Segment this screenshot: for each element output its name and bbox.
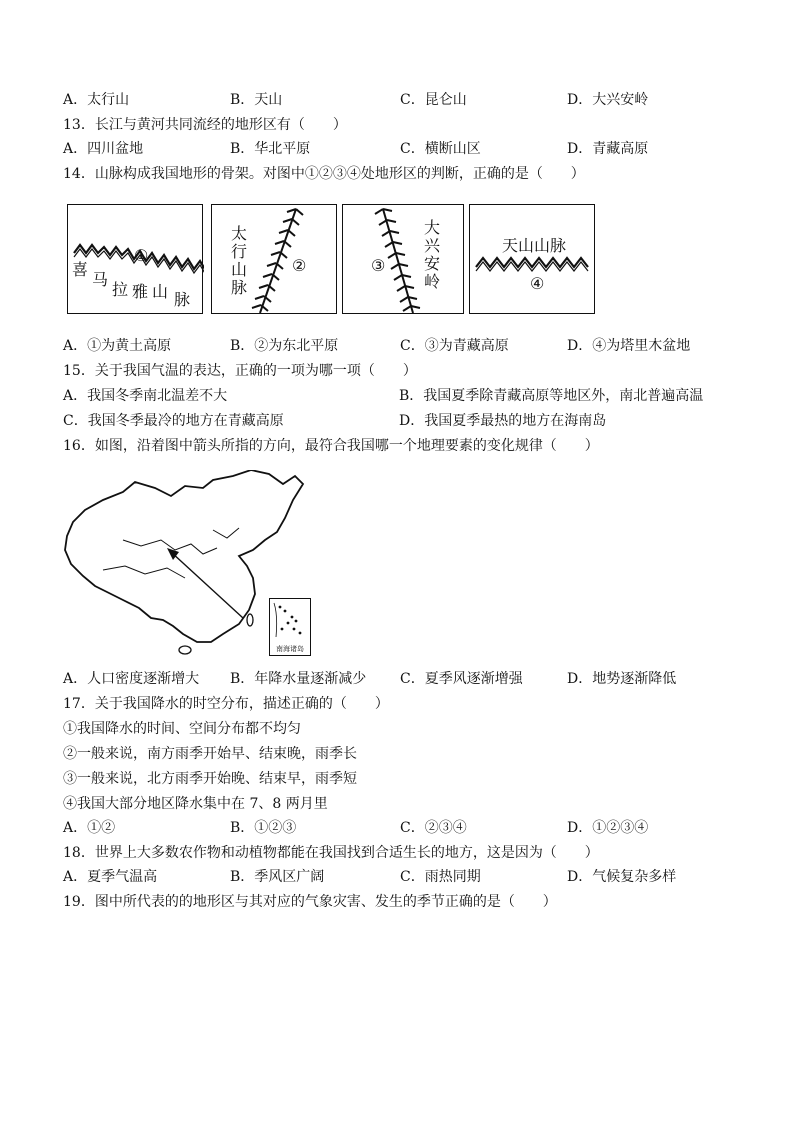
q14-option-d: D．④为塔里木盆地 [567,338,691,354]
q14-option-a: A．①为黄土高原 [63,338,172,354]
q14-marker-3: ③ [371,256,386,275]
q18-option-b: B．季风区广阔 [230,869,325,885]
china-outline-map [63,470,323,660]
q12-option-a: A．太行山 [63,92,130,108]
q17-statement-3: ③一般来说，北方雨季开始晚、结束早，雨季短 [63,771,357,787]
q14-option-b: B．②为东北平原 [230,338,339,354]
q15-option-b: B．我国夏季除青藏高原等地区外，南北普遍高温 [399,388,704,404]
q14-panel2-label [230,225,248,297]
q14-option-c: C．③为青藏高原 [400,338,509,354]
q19-stem: 19．图中所代表的的地形区与其对应的气象灾害、发生的季节正确的是（ ） [63,894,557,910]
q16-option-d: D．地势逐渐降低 [567,671,677,687]
q14-panel1-char-3: 拉 [112,280,129,299]
q17-option-d: D．①②③④ [567,820,649,836]
q14-marker-4: ④ [530,274,545,293]
q18-option-d: D．气候复杂多样 [567,869,677,885]
q17-option-c: C．②③④ [400,820,467,836]
q14-panel1-char-1: 喜 [72,260,89,279]
q13-stem: 13．长江与黄河共同流经的地形区有（ ） [63,117,347,133]
q14-panel3-char-1: 大 [423,218,440,237]
q15-option-d: D．我国夏季最热的地方在海南岛 [399,413,607,429]
q14-panel3-char-2: 兴 [423,236,440,255]
q14-panel3-char-4: 岭 [423,272,440,291]
q16-option-a: A．人口密度逐渐增大 [63,671,200,687]
q13-option-a: A．四川盆地 [63,141,144,157]
q17-statement-1: ①我国降水的时间、空间分布都不均匀 [63,721,301,737]
q18-stem: 18．世界上大多数农作物和动植物都能在我国找到合适生长的地方，这是因为（ ） [63,845,599,861]
q13-option-c: C．横断山区 [400,141,481,157]
q14-marker-1: ① [134,246,149,265]
q14-panel2-char-4: 脉 [230,278,247,297]
q14-panel1-char-6: 脉 [174,290,191,309]
q14-panel4-label: 天山山脉 [502,236,567,255]
q16-option-b: B．年降水量逐渐减少 [230,671,367,687]
q14-panel-taihang [211,204,337,314]
islands-icon [270,599,310,641]
q14-panel1-char-4: 雅 [132,282,149,301]
q13-option-b: B．华北平原 [230,141,311,157]
q16-option-c: C．夏季风逐渐增强 [400,671,523,687]
q14-marker-2: ② [292,256,307,275]
q15-stem: 15．关于我国气温的表达，正确的一项为哪一项（ ） [63,363,417,379]
q14-panel2-char-2: 行 [230,242,247,261]
q14-panel2-char-3: 山 [230,260,247,279]
q14-panel1-char-2: 马 [92,270,109,289]
q17-stem: 17．关于我国降水的时空分布，描述正确的（ ） [63,696,389,712]
q14-panel3-char-3: 安 [423,254,440,273]
q17-option-b: B．①②③ [230,820,297,836]
q15-option-a: A．我国冬季南北温差不大 [63,388,228,404]
q14-panel-daxinganling [342,204,464,314]
inset-label: 南海诸岛 [276,645,304,653]
q17-statement-2: ②一般来说，南方雨季开始早、结束晚，雨季长 [63,746,357,762]
q12-option-d: D．大兴安岭 [567,92,649,108]
q13-option-d: D．青藏高原 [567,141,649,157]
q14-stem: 14．山脉构成我国地形的骨架。对图中①②③④处地形区的判断，正确的是（ ） [63,166,585,182]
q17-option-a: A．①② [63,820,116,836]
south-china-sea-inset [269,598,311,656]
q17-statement-4: ④我国大部分地区降水集中在 7、8 两月里 [63,796,328,812]
q16-stem: 16．如图，沿着图中箭头所指的方向，最符合我国哪一个地理要素的变化规律（ ） [63,438,599,454]
mountain-range-icon [470,205,596,315]
q15-option-c: C．我国冬季最冷的地方在青藏高原 [63,413,284,429]
q14-panel-himalaya [67,204,203,314]
q14-panel1-char-5: 山 [152,282,169,301]
q14-panel2-char-1: 太 [230,224,247,243]
mountain-range-icon [343,205,465,315]
q18-option-c: C．雨热同期 [400,869,481,885]
q14-panel-tianshan [469,204,595,314]
q12-option-c: C．昆仑山 [400,92,467,108]
q18-option-a: A．夏季气温高 [63,869,158,885]
q14-panel3-label [423,219,441,291]
q12-option-b: B．天山 [230,92,283,108]
